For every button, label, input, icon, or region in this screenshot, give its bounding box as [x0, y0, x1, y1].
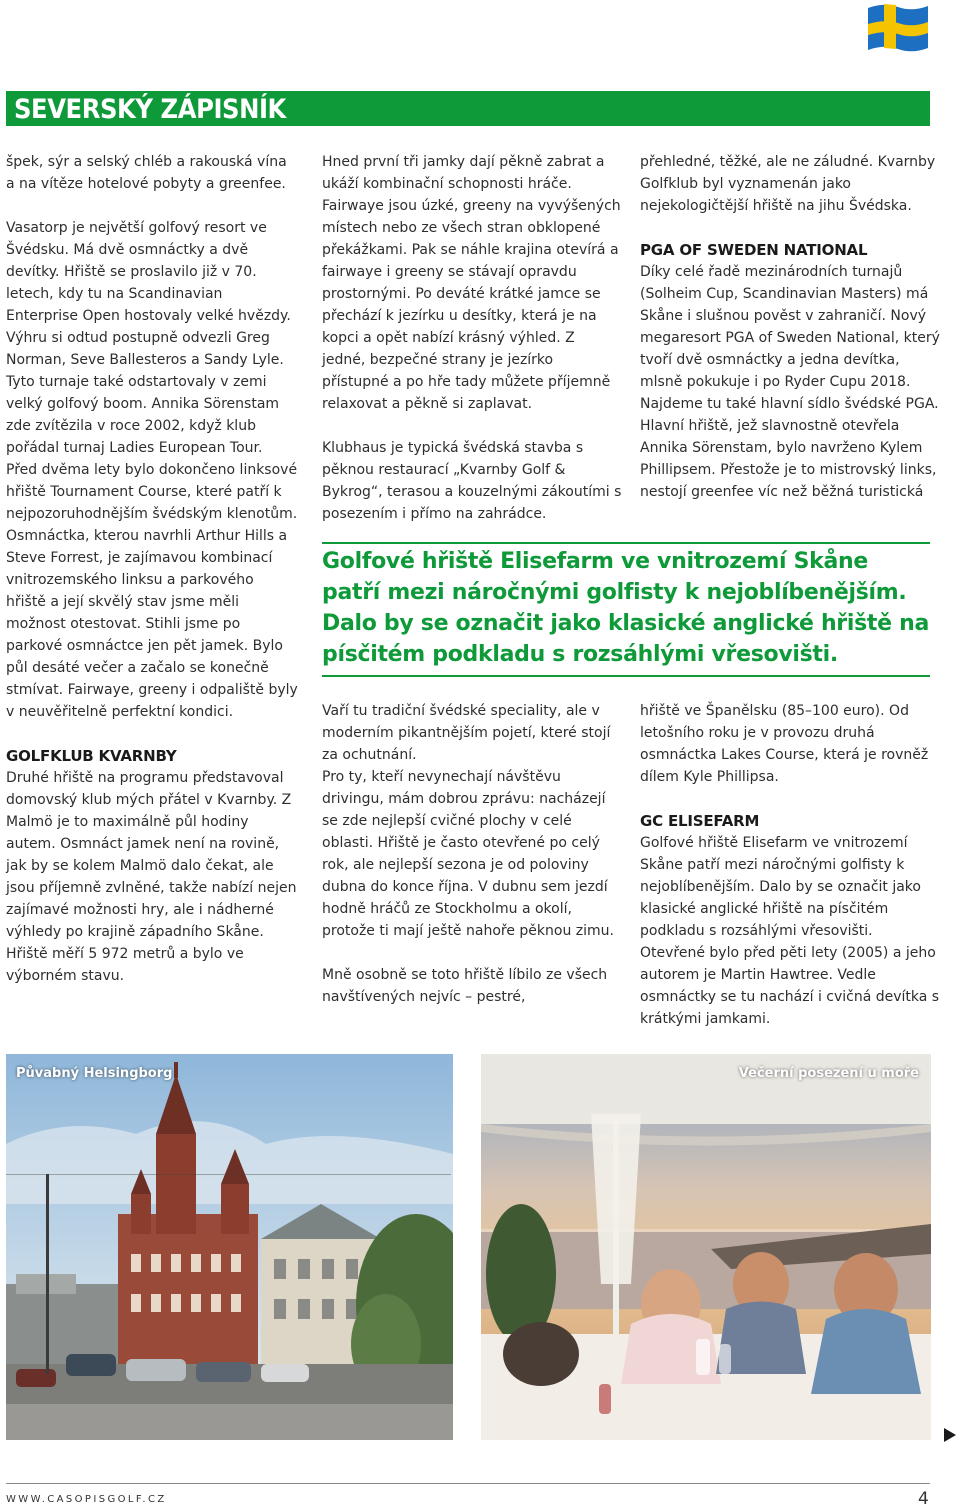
- photo-helsingborg: [6, 1054, 453, 1440]
- paragraph: Klubhaus je typická švédská stavba s pěknou restaurací „Kvarnby Golf & Bykrog“, terasou a kouzelnými zákoutími s posezením i přímo na zahrádce.: [322, 440, 622, 522]
- swedish-flag-icon: [866, 2, 930, 54]
- footer-url: WWW.CASOPISGOLF.CZ: [6, 1494, 167, 1505]
- paragraph: Hned první tři jamky dají pěkně zabrat a ukáží kombinační schopnosti hráče. Fairwaye jsou úzké, greeny na vyvýšených místech nebo ze všech stran obklopené překážkami. Pak se náhle krajina otevírá a fairwaye i greeny se stávají opravdu prostornými. Po deváté krátké jamce se přechází k jezírku u desítky, která je na kopci a opět nabízí krásný výhled. Z jedné, bezpečné strany je jezírko přístupné a po hře tady můžete příjemně relaxovat a pěkně si zaplavat.: [322, 154, 621, 412]
- photo-caption: Půvabný Helsingborg: [16, 1066, 173, 1081]
- photo-caption: Večerní posezení u moře: [738, 1066, 919, 1081]
- section-banner: [6, 91, 930, 126]
- paragraph: Před dvěma lety bylo dokončeno linksové hřiště Tournament Course, které patří k nejpozoruhodnějším švédským klenotům. Osmnáctka, kterou navrhli Arthur Hills a Steve Forrest, je zajímavou kombinací vnitrozemského linksu a parkového hřiště a její skvělý stav jsme měli možnost otestovat. Stihli jsme po parkové osmnáctce jen pět jamek. Bylo půl desáté večer a začalo se konečně stmívat. Fairwaye, greeny i odpaliště byly v neuvěřitelně perfektní kondici.: [6, 462, 298, 720]
- footer-divider: [6, 1483, 930, 1484]
- page-number: 4: [918, 1489, 929, 1509]
- column-2-top: [322, 151, 622, 525]
- paragraph: Vaří tu tradiční švédské speciality, ale v moderním pikantnějším pojetí, které stojí za ochutnání.: [322, 703, 611, 763]
- pullquote: Golfové hřiště Elisefarm ve vnitrozemí Skåne patří mezi náročnými golfisty k nejoblíbenějším. Dalo by se označit jako klasické anglické hřiště na písčitém podkladu s rozsáhlými vřesovišti.: [322, 549, 929, 667]
- column-2-bottom: [322, 700, 622, 1008]
- section-heading-pga: PGA OF SWEDEN NATIONAL: [640, 241, 868, 259]
- column-3-bottom: [640, 700, 940, 1030]
- section-heading-kvarnby: GOLFKLUB KVARNBY: [6, 747, 177, 765]
- paragraph: Díky celé řadě mezinárodních turnajů (Solheim Cup, Scandinavian Masters) má Skåne i slušnou pověst v zahraničí. Nový megaresort PGA of Sweden National, který tvoří dvě osmnáctky a jedna devítka, mlsně pokukuje i po Ryder Cupu 2018. Najdeme tu také hlavní sídlo švédské PGA. Hlavní hřiště, jež slavnostně otevřela Annika Sörenstam, bylo navrženo Kylem Phillipsem. Přestože je to mistrovský links, nestojí greenfee víc než běžná turistická: [640, 264, 940, 500]
- paragraph: Pro ty, kteří nevynechají návštěvu drivingu, mám dobrou zprávu: nacházejí se zde nejlepší cvičné plochy v celé oblasti. Hřiště je často otevřené po celý rok, ale nejlepší sezona je od poloviny dubna do konce října. V dubnu sem jezdí hodně hráčů ze Stockholmu a okolí, protože ti mají ještě nahoře pěknou zimu.: [322, 769, 614, 939]
- paragraph: Mně osobně se toto hřiště líbilo ze všech navštívených nejvíc – pestré,: [322, 967, 608, 1005]
- section-title: SEVERSKÝ ZÁPISNÍK: [14, 94, 286, 125]
- column-1: [6, 151, 298, 987]
- column-3-top: [640, 151, 940, 503]
- paragraph: Druhé hřiště na programu představoval domovský klub mých přátel v Kvarnby. Z Malmö je to maximálně půl hodiny autem. Osmnáct jamek není na rovině, jak by se kolem Malmö dalo čekat, ale jsou příjemně zvlněné, takže nabízí nejen zajímavé možnosti hry, ale i nádherné výhledy po krajině západního Skåne. Hřiště měří 5 972 metrů a bylo ve výborném stavu.: [6, 770, 297, 984]
- paragraph: Vasatorp je největší golfový resort ve Švédsku. Má dvě osmnáctky a dvě devítky. Hřiště se proslavilo již v 70. letech, kdy tu na Scandinavian Enterprise Open hostovaly velké hvězdy. Výhru si odtud postupně odvezli Greg Norman, Seve Ballesteros a Sandy Lyle. Tyto turnaje také odstartovaly v zemi velký golfový boom. Annika Sörenstam zde zvítězila v roce 2002, když klub pořádal turnaj Ladies European Tour.: [6, 220, 291, 456]
- paragraph: Golfové hřiště Elisefarm ve vnitrozemí Skåne patří mezi náročnými golfisty k nejoblíbenějším. Dalo by se označit jako klasické anglické hřiště na písčitém podkladu s rozsáhlými vřesovišti. Otevřené bylo před pěti lety (2005) a jeho autorem je Martin Hawtree. Vedle osmnáctky se tu nachází i cvičná devítka s krátkými jamkami.: [640, 835, 940, 1027]
- photo-evening-by-sea: [481, 1054, 931, 1440]
- section-heading-elisefarm: GC ELISEFARM: [640, 812, 760, 830]
- paragraph: špek, sýr a selský chléb a rakouská vína a na vítěze hotelové pobyty a greenfee.: [6, 154, 287, 192]
- next-page-arrow-icon: [944, 1428, 956, 1442]
- paragraph: přehledné, těžké, ale ne záludné. Kvarnby Golfklub byl vyznamenán jako nejekologičtější hřiště na jihu Švédska.: [640, 154, 936, 214]
- paragraph: hřiště ve Španělsku (85–100 euro). Od letošního roku je v provozu druhá osmnáctka Lakes Course, která je rovněž dílem Kyle Phillipsa.: [640, 703, 929, 785]
- pullquote-rule-top: [322, 542, 930, 544]
- pullquote-rule-bottom: [322, 675, 930, 677]
